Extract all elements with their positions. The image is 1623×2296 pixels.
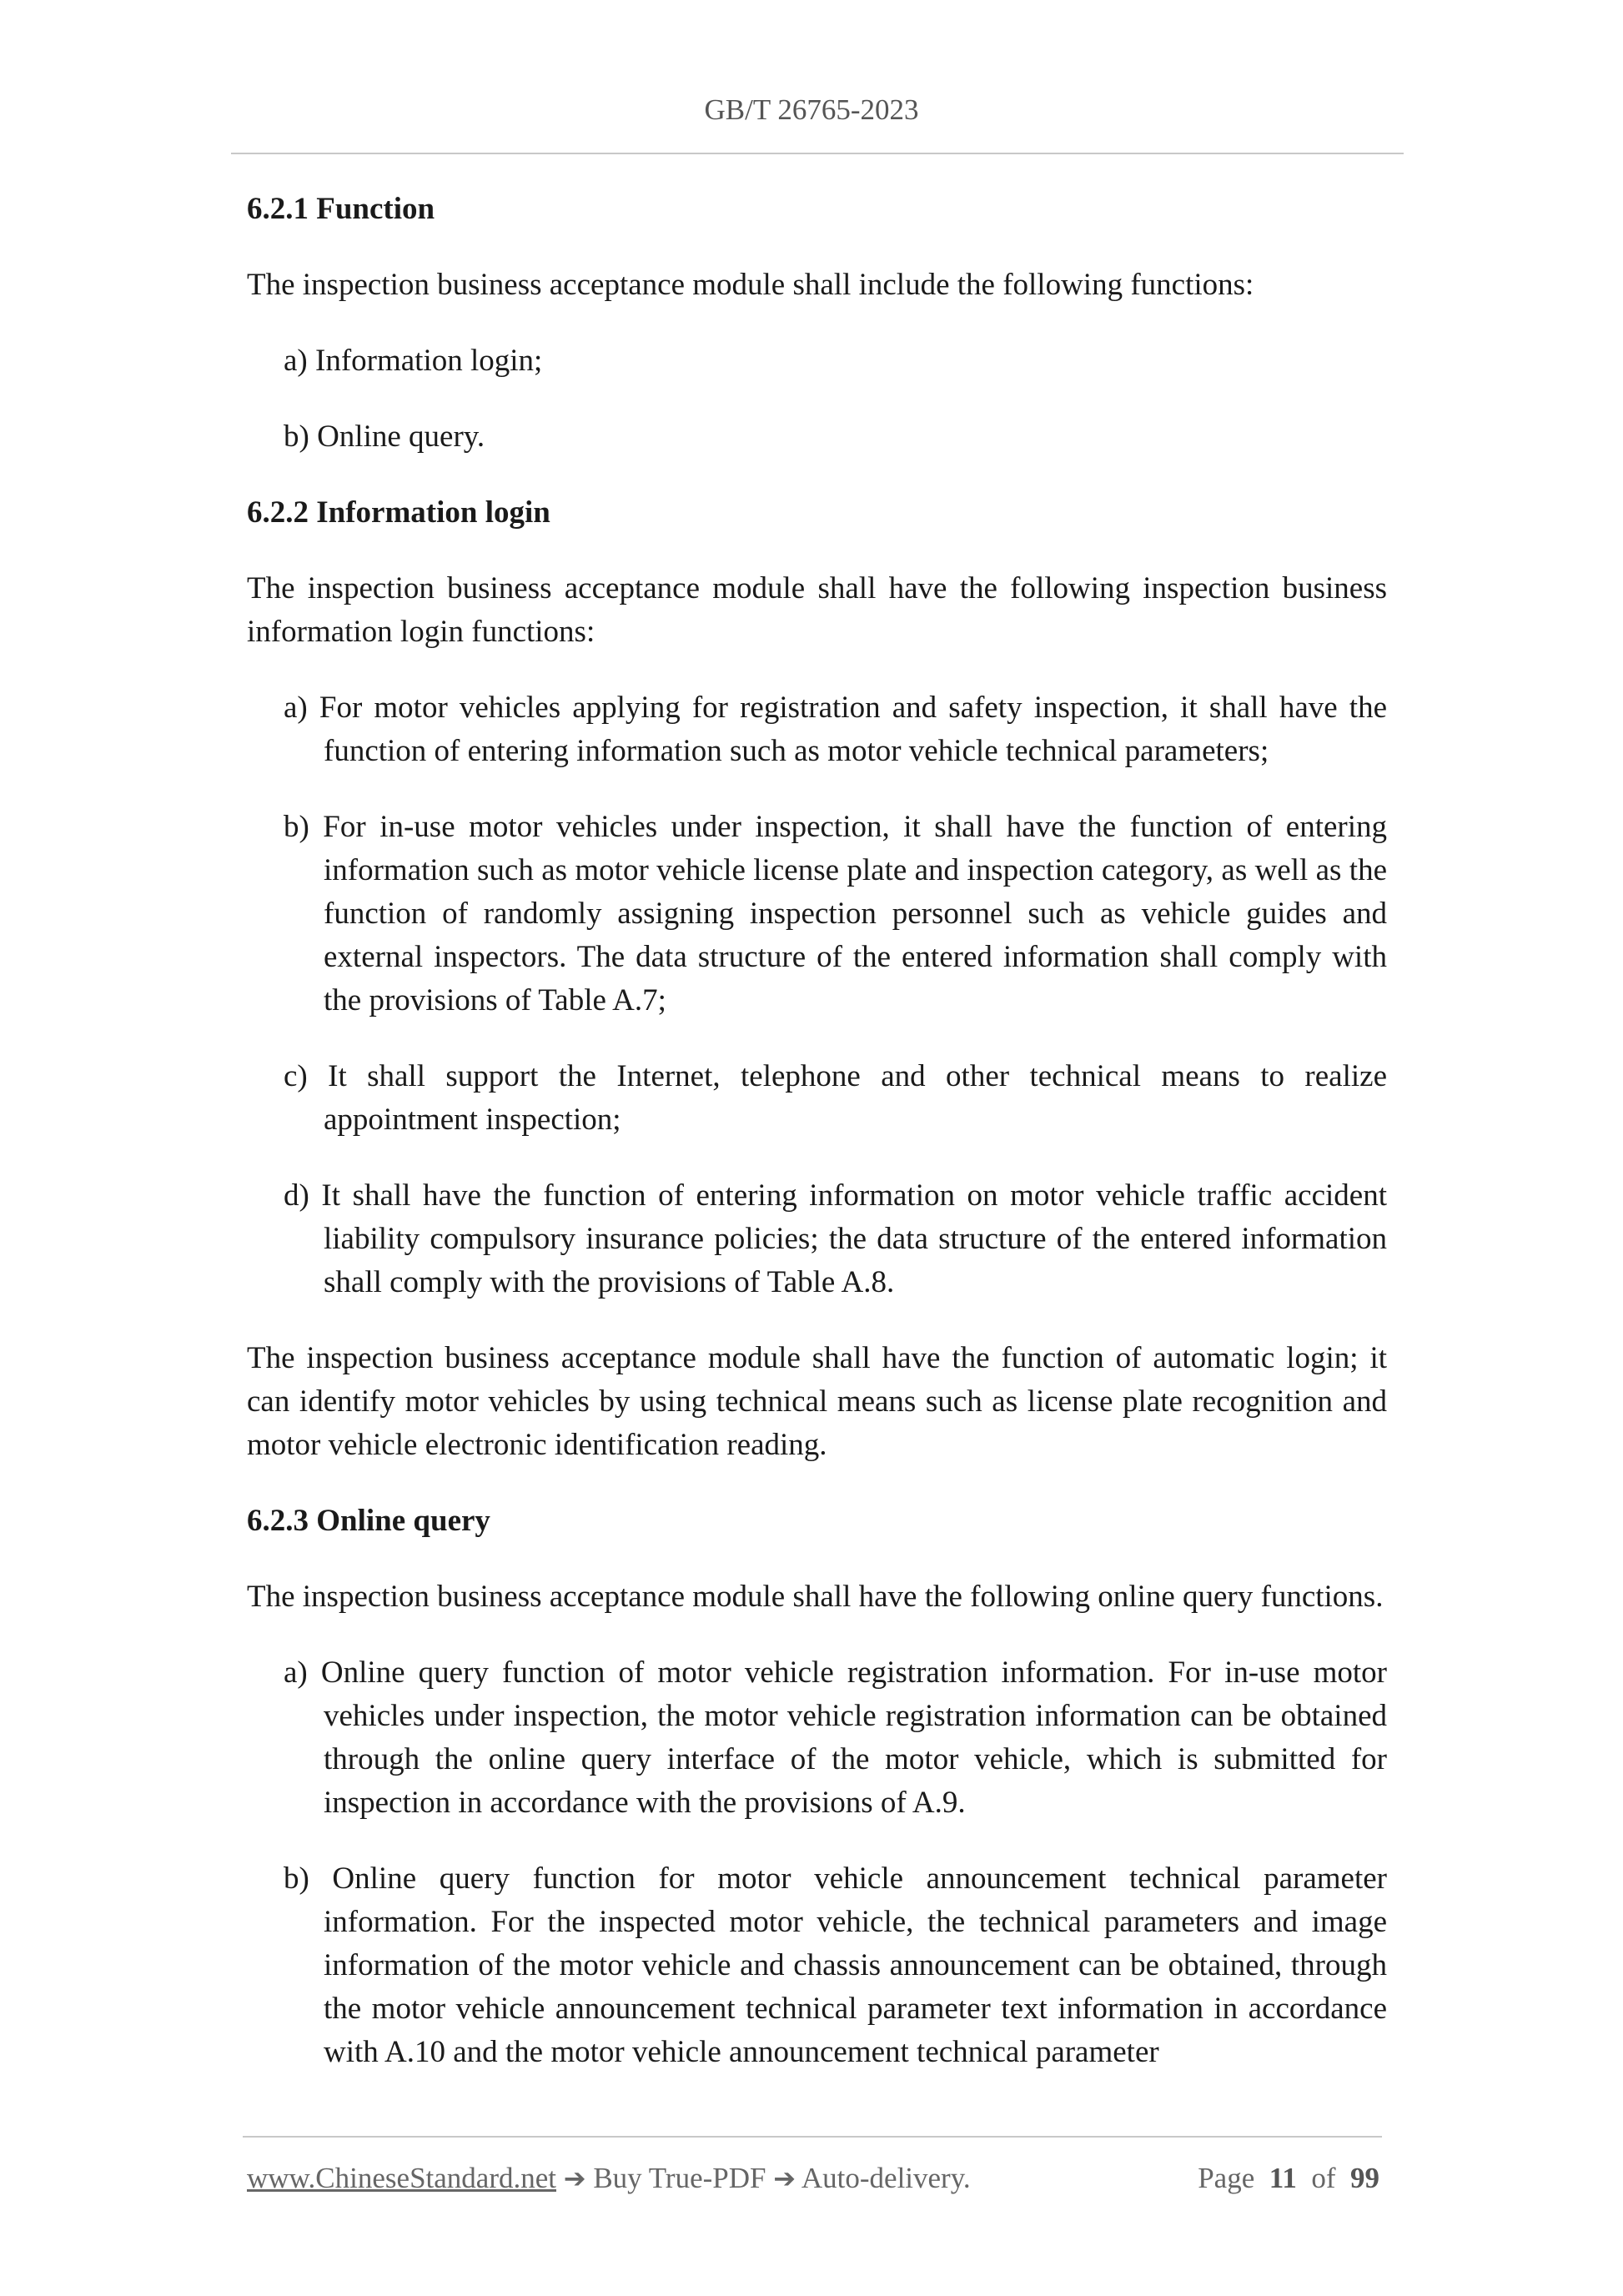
list-item: a) For motor vehicles applying for registration and safety inspection, it shall have the function of entering information such as motor vehicle technical parameters; (284, 691, 1387, 768)
site-link[interactable]: www.ChineseStandard.net (247, 2162, 556, 2194)
section-heading-6-2-2: 6.2.2 Information login (247, 495, 550, 530)
header-divider (231, 153, 1404, 154)
paragraph: The inspection business acceptance module shall include the following functions: (247, 268, 1254, 302)
page-total: 99 (1350, 2162, 1379, 2194)
document-body (247, 188, 1387, 2107)
list-item: c) It shall support the Internet, telephone and other technical means to realize appointment inspection; (284, 1059, 1387, 1137)
list-item: b) Online query. (284, 420, 485, 454)
page-of-label: of (1311, 2162, 1336, 2194)
arrow-right-icon: ➔ (773, 2163, 796, 2194)
auto-delivery-text: Auto-delivery. (801, 2162, 971, 2194)
page-label: Page (1198, 2162, 1255, 2194)
document-code-header: GB/T 26765-2023 (704, 93, 919, 126)
footer-divider (243, 2136, 1382, 2138)
list-item: a) Information login; (284, 344, 543, 378)
list-item: a) Online query function of motor vehicle registration information. For in-use motor vehicles under inspection, the motor vehicle registration information can be obtained through the online query interface of the motor vehicle, which is submitted for inspection in accordance with the provisions of A.9. (284, 1655, 1387, 1820)
buy-true-pdf-text: Buy True-PDF (593, 2162, 766, 2194)
section-heading-6-2-1: 6.2.1 Function (247, 192, 435, 226)
list-item: d) It shall have the function of entering information on motor vehicle traffic accident liability compulsory insurance policies; the data structure of the entered information shall comply with the provisions of Table A.8. (284, 1178, 1387, 1299)
list-item: b) For in-use motor vehicles under inspection, it shall have the function of entering information such as motor vehicle license plate and inspection category, as well as the function of randomly assigning inspection personnel such as vehicle guides and external inspectors. The data structure of the entered information shall comply with the provisions of Table A.7; (284, 810, 1387, 1017)
paragraph: The inspection business acceptance module shall have the following online query functions. (247, 1580, 1384, 1614)
footer-promo (247, 2160, 971, 2197)
paragraph: The inspection business acceptance module shall have the following inspection business information login functions: (247, 571, 1387, 649)
list-item: b) Online query function for motor vehicle announcement technical parameter information. For the inspected motor vehicle, the technical parameters and image information of the motor vehicle and chassis announcement can be obtained, through the motor vehicle announcement technical parameter text information in accordance with A.10 and the motor vehicle announcement technical parameter (284, 1861, 1387, 2069)
page-number (1198, 2160, 1379, 2197)
section-heading-6-2-3: 6.2.3 Online query (247, 1504, 490, 1538)
paragraph: The inspection business acceptance module shall have the function of automatic login; it can identify motor vehicles by using technical means such as license plate recognition and motor vehicle electronic identification reading. (247, 1341, 1387, 1462)
page-current: 11 (1269, 2162, 1297, 2194)
arrow-right-icon: ➔ (563, 2163, 586, 2194)
